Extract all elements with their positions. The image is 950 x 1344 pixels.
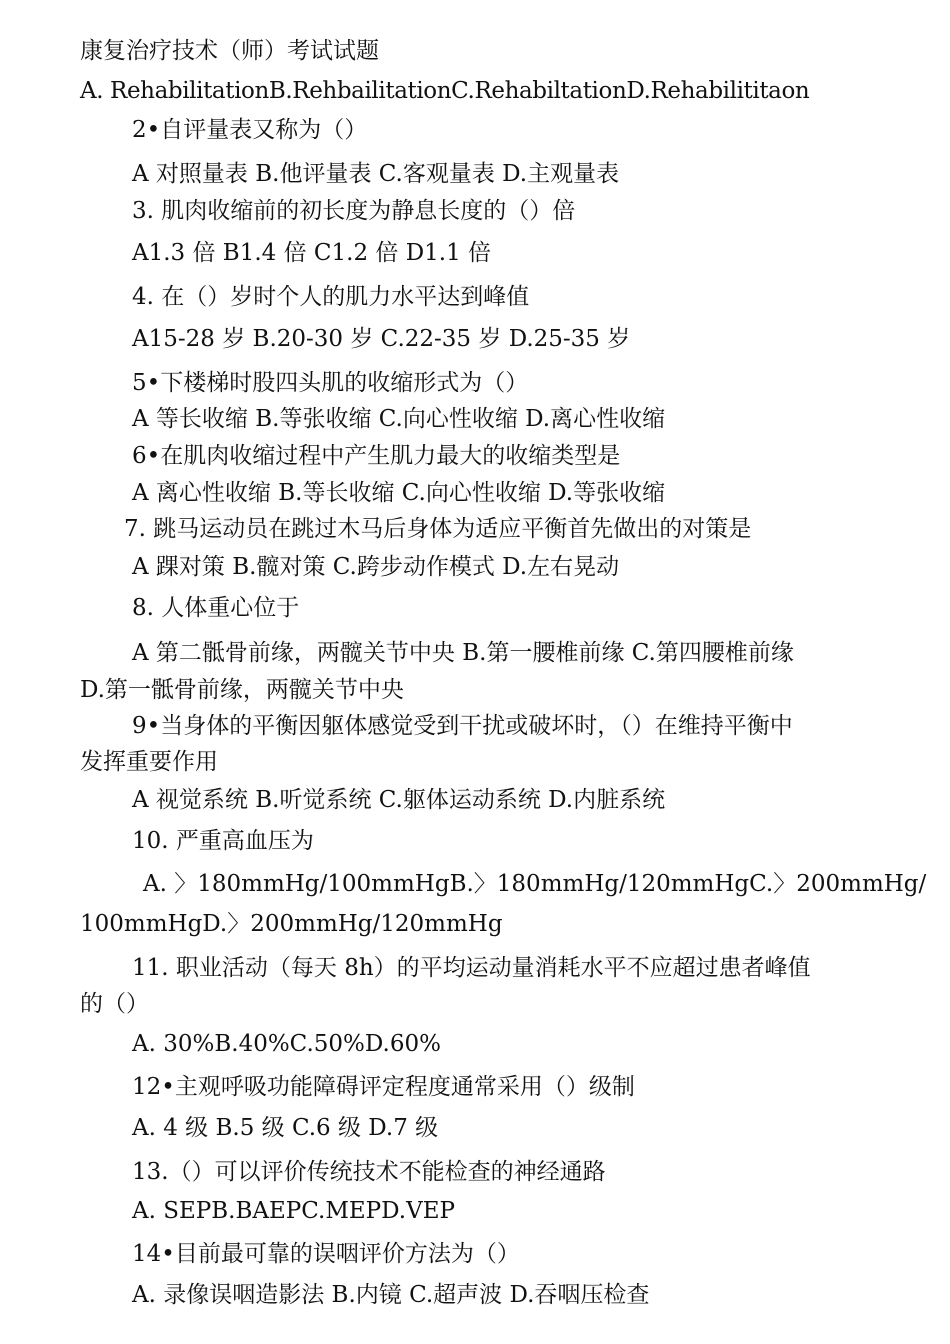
page-title: 康复治疗技术（师）考试试题 [80, 38, 379, 64]
q12-question: 12•主观呼吸功能障碍评定程度通常采用（）级制 [132, 1074, 635, 1100]
q14-options: A. 录像误咽造影法 B.内镜 C.超声波 D.吞咽压检查 [132, 1282, 650, 1308]
q7-question: 7. 跳马运动员在跳过木马后身体为适应平衡首先做出的对策是 [124, 516, 752, 542]
q6-options: A 离心性收缩 B.等长收缩 C.向心性收缩 D.等张收缩 [132, 480, 666, 506]
q5-options: A 等长收缩 B.等张收缩 C.向心性收缩 D.离心性收缩 [132, 406, 666, 432]
q11-options: A. 30%B.40%C.50%D.60% [132, 1031, 441, 1057]
q6-question: 6•在肌肉收缩过程中产生肌力最大的收缩类型是 [132, 443, 621, 469]
q10-options-cont: 100mmHgD.〉200mmHg/120mmHg [80, 911, 503, 937]
q11-question: 11. 职业活动（每天 8h）的平均运动量消耗水平不应超过患者峰值 [132, 955, 811, 981]
q11-question-cont: 的（） [80, 991, 149, 1017]
q4-options: A15-28 岁 B.20-30 岁 C.22-35 岁 D.25-35 岁 [132, 326, 631, 352]
q8-options-cont: D.第一骶骨前缘，两髋关节中央 [80, 677, 404, 703]
q1-options: A. RehabilitationB.RehbailitationC.RehabiltationD.Rehabilititaon [80, 78, 810, 104]
q8-question: 8. 人体重心位于 [132, 595, 300, 621]
q9-question-cont: 发挥重要作用 [80, 749, 218, 775]
q8-options: A 第二骶骨前缘，两髋关节中央 B.第一腰椎前缘 C.第四腰椎前缘 [132, 640, 794, 666]
q13-question: 13.（）可以评价传统技术不能检查的神经通路 [132, 1159, 606, 1185]
q5-question: 5•下楼梯时股四头肌的收缩形式为（） [132, 370, 529, 396]
q14-question: 14•目前最可靠的误咽评价方法为（） [132, 1241, 520, 1267]
q2-question: 2•自评量表又称为（） [132, 117, 368, 143]
q10-question: 10. 严重高血压为 [132, 828, 314, 854]
q2-options: A 对照量表 B.他评量表 C.客观量表 D.主观量表 [132, 161, 620, 187]
q12-options: A. 4 级 B.5 级 C.6 级 D.7 级 [132, 1115, 439, 1141]
q3-options: A1.3 倍 B1.4 倍 C1.2 倍 D1.1 倍 [132, 240, 492, 266]
q4-question: 4. 在（）岁时个人的肌力水平达到峰值 [132, 284, 530, 310]
q10-options: A. 〉180mmHg/100mmHgB.〉180mmHg/120mmHgC.〉200mmHg/ [143, 871, 927, 897]
q9-options: A 视觉系统 B.听觉系统 C.躯体运动系统 D.内脏系统 [132, 787, 666, 813]
q13-options: A. SEPB.BAEPC.MEPD.VEP [132, 1198, 455, 1224]
q3-question: 3. 肌肉收缩前的初长度为静息长度的（）倍 [132, 198, 576, 224]
q7-options: A 踝对策 B.髋对策 C.跨步动作模式 D.左右晃动 [132, 554, 620, 580]
q9-question: 9•当身体的平衡因躯体感觉受到干扰或破坏时，（）在维持平衡中 [132, 713, 793, 739]
